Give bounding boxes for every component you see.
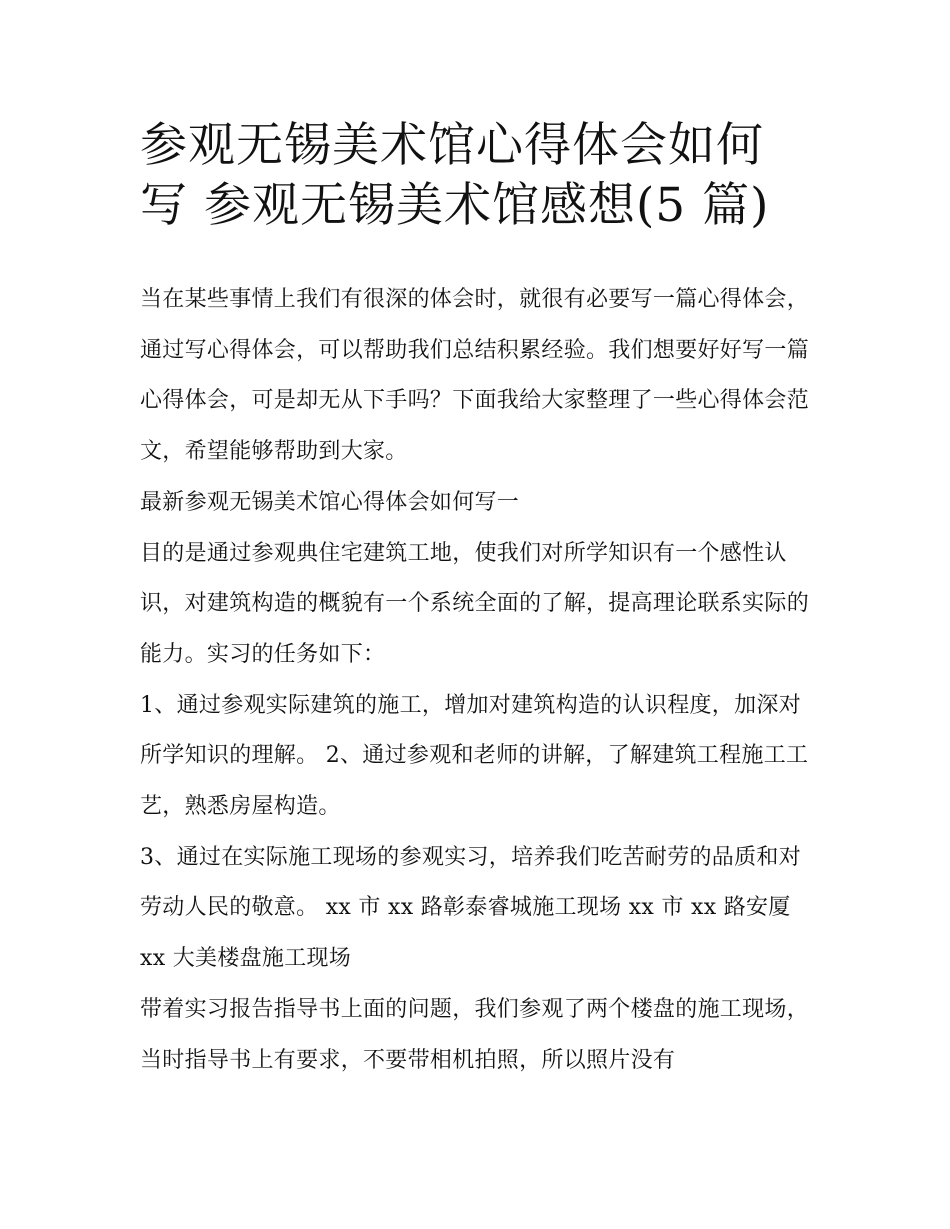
purpose-paragraph: 目的是通过参观典住宅建筑工地，使我们对所学知识有一个感性认识，对建筑构造的概貌有一个系统全面的了解，提高理论联系实际的能力。实习的任务如下： (140, 540, 810, 667)
intro-paragraph: 当在某些事情上我们有很深的体会时，就很有必要写一篇心得体会，通过写心得体会，可以帮助我们总结积累经验。我们想要好好写一篇心得体会，可是却无从下手吗？下面我给大家整理了一些心得体会范文，希望能够帮助到大家。 (140, 287, 810, 465)
task-item-3: 3、通过在实际施工现场的参观实习，培养我们吃苦耐劳的品质和对劳动人民的敬意。 xx 市 xx 路彰泰睿城施工现场 xx 市 xx 路安厦 xx 大美楼盘施工现场 (140, 844, 801, 972)
visit-paragraph: 带着实习报告指导书上面的问题，我们参观了两个楼盘的施工现场，当时指导书上有要求，不要带相机拍照，所以照片没有 (140, 996, 810, 1073)
task-item-1-2: 1、通过参观实际建筑的施工，增加对建筑构造的认识程度，加深对所学知识的理解。 2、通过参观和老师的讲解，了解建筑工程施工工艺，熟悉房屋构造。 (140, 692, 809, 820)
document-title (140, 116, 830, 236)
section-heading: 最新参观无锡美术馆心得体会如何写一 (140, 489, 520, 515)
title-line-1: 参观无锡美术馆心得体会如何 (140, 118, 764, 173)
title-line-2: 写 参观无锡美术馆感想(5 篇) (140, 178, 770, 233)
document-body (140, 275, 812, 1086)
